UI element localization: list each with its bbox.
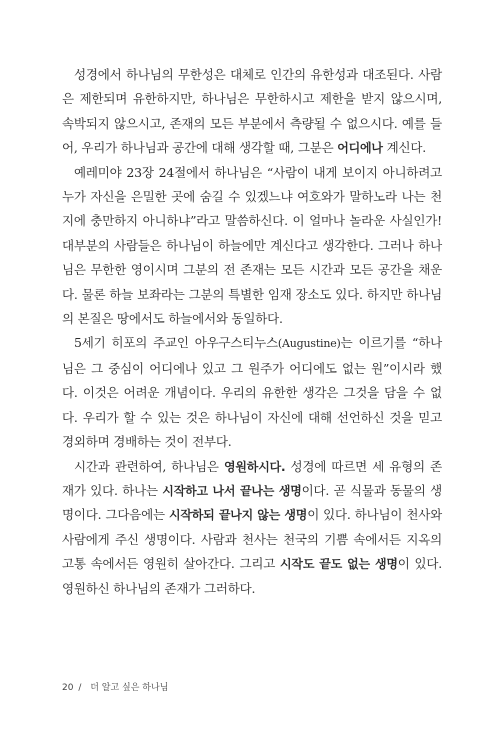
emphasis-text: 어디에나 (337, 141, 383, 156)
emphasis-text: 시작도 끝도 없는 생명 (280, 557, 398, 572)
page-body (62, 63, 442, 601)
footer-separator: / (78, 683, 82, 693)
page-number: 20 (62, 683, 74, 693)
paragraph-1 (62, 63, 442, 161)
body-text: 이 있다. 영원하신 하나님의 존재가 그러하다. (62, 556, 442, 596)
body-text: 계신다. (382, 140, 427, 156)
body-text: 는 이르기를 “하나님은 그 중심이 어디에나 있고 그 원주가 어디에도 없는 원”이시라 했다. 이것은 어려운 개념이다. 우리의 유한한 생각은 그것을 담을 수 없다. 우리가 할 수 있는 것은 하나님이 자신에 대해 선언하신 것을 믿고 경외하며 경배하는 것이 전부다. (62, 335, 442, 450)
body-text: 시간과 관련하여, 하나님은 (74, 458, 225, 474)
body-text: 5세기 히포의 주교인 아우구스티누스 (74, 335, 278, 351)
page-footer (62, 680, 168, 693)
body-text: 이 있다. 하나님이 천사와 사람에게 주신 생명이다. 사람과 천사는 천국의 기쁨 속에서든 지옥의 고통 속에서든 영원히 살아간다. 그리고 (62, 507, 442, 572)
latin-name-text: (Augustine) (277, 337, 341, 351)
body-text: 성경에서 하나님의 무한성은 대체로 인간의 유한성과 대조된다. 사람은 제한되며 유한하지만, 하나님은 무한하시고 제한을 받지 않으시며, 속박되지 않으시고, 존재의 모든 부분에서 측량될 수 없으시다. 예를 들어, 우리가 하나님과 공간에 대해 생각할 때, 그분은 (62, 67, 442, 156)
body-text: 예레미야 23장 24절에서 하나님은 “사람이 내게 보이지 아니하려고 누가 자신을 은밀한 곳에 숨길 수 있겠느냐 여호와가 말하노라 나는 천지에 충만하지 아니하냐”라고 말씀하신다. 이 얼마나 놀라운 사실인가! 대부분의 사람들은 하나님이 하늘에만 계신다고 생각한다. 그러나 하나님은 무한한 영이시며 그분의 전 존재는 모든 시간과 모든 공간을 채운다. 물론 하늘 보좌라는 그분의 특별한 임재 장소도 있다. 하지만 하나님의 본질은 땅에서도 하늘에서와 동일하다. (62, 164, 442, 327)
paragraph-4 (62, 455, 442, 601)
paragraph-2 (62, 161, 442, 332)
body-text: 성경에 따르면 세 유형의 존재가 있다. 하나는 (62, 458, 442, 498)
paragraph-3 (62, 331, 442, 454)
emphasis-text: 영원하시다. (224, 459, 286, 474)
emphasis-text: 시작하되 끝나지 않는 생명 (168, 508, 308, 523)
book-title: 더 알고 싶은 하나님 (90, 683, 169, 693)
body-text: 이다. 곧 식물과 동물의 생명이다. 그다음에는 (62, 482, 442, 523)
emphasis-text: 시작하고 나서 끝나는 생명 (162, 483, 302, 498)
